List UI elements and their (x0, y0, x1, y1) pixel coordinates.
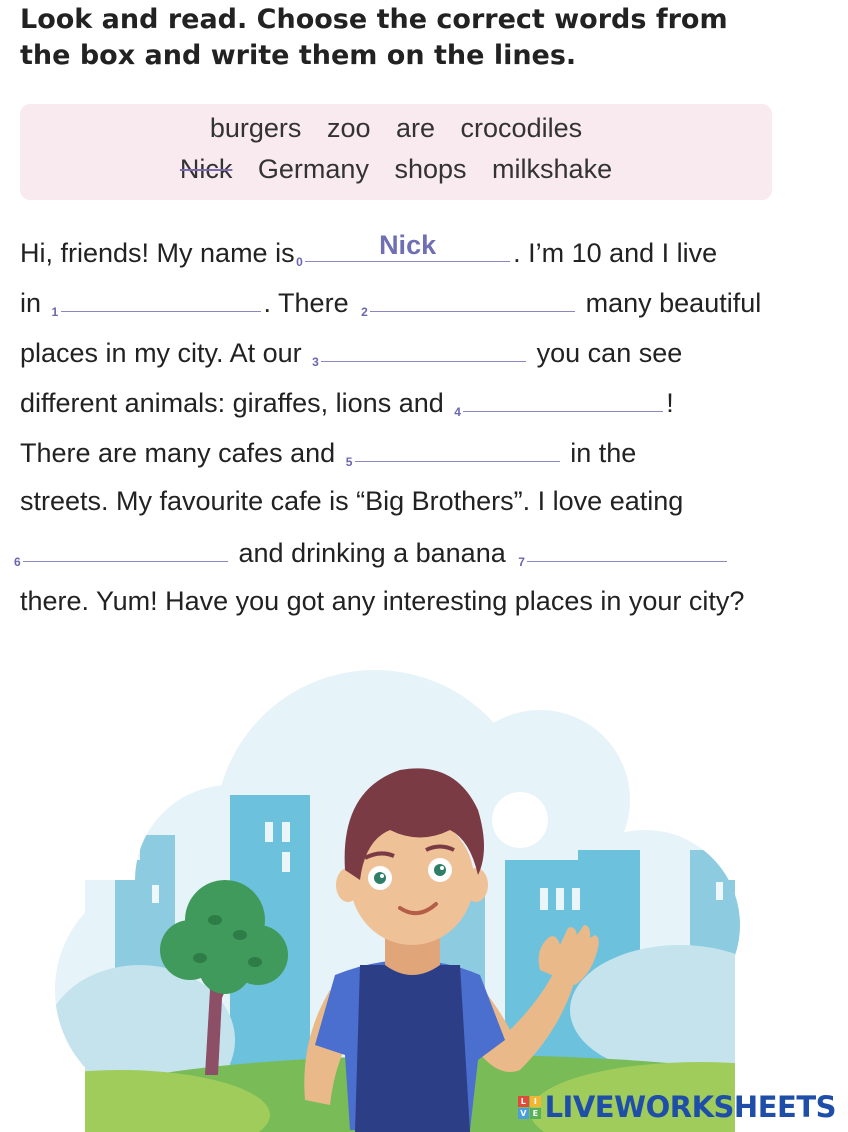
word-germany: Germany (257, 154, 369, 184)
gap-number: 0 (296, 255, 303, 269)
word-milkshake: milkshake (492, 154, 613, 184)
text: there. Yum! Have you got any interesting places in your city? (20, 586, 745, 616)
word-are: are (396, 113, 436, 143)
passage-line-8 (20, 586, 744, 636)
gap-answer-example: Nick (379, 230, 437, 260)
text: and drinking a banana (238, 538, 506, 568)
gap-number: 2 (361, 305, 368, 319)
gap-number: 6 (14, 555, 21, 569)
liveworksheets-logo (518, 1090, 836, 1124)
logo-text: LIVEWORKSHEETS (544, 1090, 836, 1124)
instructions (20, 2, 810, 74)
text: many beautiful (585, 288, 762, 318)
gap-1[interactable] (51, 286, 261, 319)
text: you can see (536, 338, 683, 368)
gap-number: 4 (454, 405, 461, 419)
gap-0 (296, 230, 510, 269)
gap-number: 1 (51, 305, 59, 319)
gap-6[interactable] (14, 536, 228, 569)
passage-line-2 (20, 286, 761, 336)
gap-7[interactable] (518, 536, 727, 569)
logo-mark-icon: L I V E (518, 1096, 541, 1119)
passage-line-4 (20, 386, 674, 436)
text: There are many cafes and (20, 438, 336, 468)
text: in (20, 288, 42, 318)
gap-number: 5 (345, 455, 353, 469)
word-box-row-1 (20, 113, 772, 144)
gap-number: 7 (518, 555, 525, 569)
passage-line-6 (20, 486, 683, 536)
passage-line-5 (20, 436, 636, 486)
gap-number: 3 (312, 355, 319, 369)
text: ! (666, 388, 674, 418)
gap-5[interactable] (345, 436, 560, 469)
word-box-row-2 (20, 154, 772, 185)
passage-line-3 (20, 336, 682, 386)
instruction-line-1: Look and read. Choose the correct words from (20, 4, 728, 35)
text: streets. My favourite cafe is “Big Brothers”. I love eating (20, 486, 684, 516)
word-crocodiles: crocodiles (460, 113, 583, 143)
boy-city-illustration (0, 640, 848, 1132)
text: in the (570, 438, 637, 468)
text: Hi, friends! My name is (20, 238, 295, 268)
text: different animals: giraffes, lions and (20, 388, 444, 418)
gap-2[interactable] (361, 286, 575, 319)
word-burgers: burgers (209, 113, 302, 143)
passage-line-7 (14, 536, 730, 586)
text: . I’m 10 and I live (513, 238, 718, 268)
gap-3[interactable] (312, 336, 526, 369)
text: places in my city. At our (20, 338, 302, 368)
gap-4[interactable] (454, 386, 663, 419)
text: . There (263, 288, 349, 318)
instruction-line-2: the box and write them on the lines. (20, 40, 577, 71)
word-shops: shops (394, 154, 467, 184)
word-zoo: zoo (326, 113, 371, 143)
word-nick-struck: Nick (179, 154, 233, 184)
passage-line-1 (20, 230, 718, 286)
word-box (20, 104, 772, 200)
